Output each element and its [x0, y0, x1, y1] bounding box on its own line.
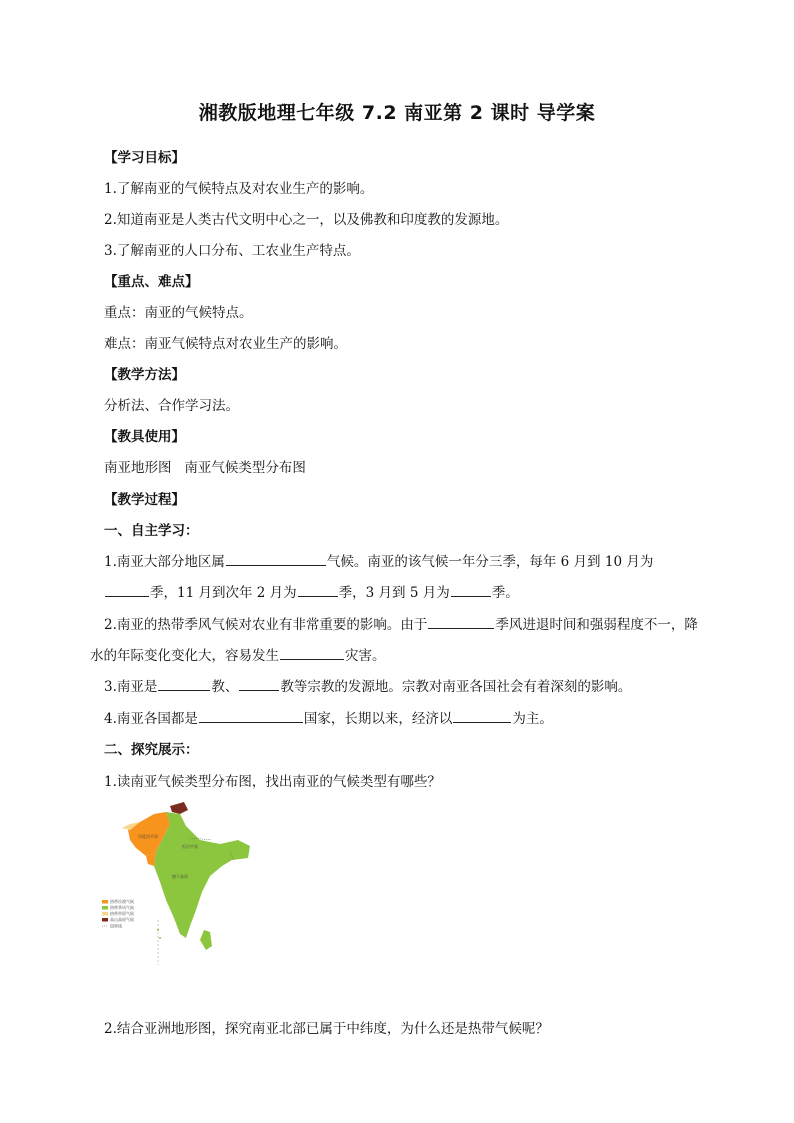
q3-text-c: 教等宗教的发源地。宗教对南亚各国社会有着深刻的影响。 — [280, 679, 632, 695]
map-label-indus-plain: 印度河平原 — [138, 834, 158, 839]
map-island-dot — [159, 937, 161, 939]
answer-blank[interactable] — [451, 582, 491, 597]
q3-text-a: 3.南亚是 — [104, 679, 158, 695]
answer-blank[interactable] — [239, 676, 279, 691]
q2-text-d: 灾害。 — [345, 648, 386, 664]
page-title: 湘教版地理七年级 7.2 南亚第 2 课时 导学案 — [198, 102, 596, 124]
legend-swatch-monsoon — [102, 906, 108, 910]
objectives-heading: 【学习目标】 — [104, 150, 185, 166]
map-label-deccan-plateau: 德干高原 — [172, 874, 188, 879]
q1-text-b: 气候。南亚的该气候一年分三季，每年 6 月到 10 月为 — [326, 554, 654, 570]
objective-1: 1.了解南亚的气候特点及对农业生产的影响。 — [104, 181, 374, 197]
legend-item-monsoon: 热带季风气候 — [110, 905, 134, 910]
tools-heading: 【教具使用】 — [104, 429, 185, 445]
key-point: 重点：南亚的气候特点。 — [104, 305, 253, 321]
map-svg — [100, 800, 270, 970]
question-1-line-1 — [104, 550, 653, 570]
q4-text-a: 4.南亚各国都是 — [104, 711, 198, 727]
method-text: 分析法、合作学习法。 — [104, 398, 239, 414]
part1-heading: 一、自主学习： — [104, 523, 199, 539]
objective-2: 2.知道南亚是人类古代文明中心之一，以及佛教和印度教的发源地。 — [104, 212, 509, 228]
question-2-line-1 — [104, 613, 698, 633]
answer-blank[interactable] — [280, 645, 344, 660]
tools-text: 南亚地形图 南亚气候类型分布图 — [104, 460, 306, 476]
answer-blank[interactable] — [298, 582, 338, 597]
question-2-line-2 — [90, 644, 386, 664]
legend-swatch-desert — [102, 900, 108, 904]
south-asia-climate-map — [100, 800, 270, 970]
legend-swatch-steppe — [102, 912, 108, 916]
legend-item-steppe: 热带草原气候 — [110, 911, 134, 916]
part2-heading: 二、探究展示： — [104, 742, 199, 758]
method-heading: 【教学方法】 — [104, 367, 185, 383]
legend-swatch-highland — [102, 918, 108, 922]
q1-text-d: 季，3 月到 5 月为 — [338, 585, 450, 601]
q4-text-c: 为主。 — [512, 711, 553, 727]
answer-blank[interactable] — [199, 708, 303, 723]
q2-text-c: 水的年际变化变化大，容易发生 — [90, 648, 279, 664]
question-3 — [104, 675, 631, 695]
legend-item-desert: 热带沙漠气候 — [110, 899, 134, 904]
answer-blank[interactable] — [453, 708, 511, 723]
answer-blank[interactable] — [158, 676, 210, 691]
answer-blank[interactable] — [226, 551, 326, 566]
objective-3: 3.了解南亚的人口分布、工农业生产特点。 — [104, 243, 360, 259]
answer-blank[interactable] — [105, 582, 149, 597]
q2-text-b: 季风进退时间和强弱程度不一，降 — [495, 617, 698, 633]
difficult-point: 难点：南亚气候特点对农业生产的影响。 — [104, 336, 347, 352]
q2-text-a: 2.南亚的热带季风气候对农业有非常重要的影响。由于 — [104, 617, 428, 633]
map-label-ganges-plain: 恒河平原 — [182, 844, 198, 849]
legend-item-highland: 高山高原气候 — [110, 917, 134, 922]
q1-text-c: 季，11 月到次年 2 月为 — [150, 585, 297, 601]
explore-question-1: 1.读南亚气候类型分布图，找出南亚的气候类型有哪些？ — [104, 774, 441, 790]
map-highland-region — [170, 802, 188, 814]
map-sri-lanka — [200, 930, 212, 950]
q4-text-b: 国家，长期以来，经济以 — [303, 711, 453, 727]
answer-blank[interactable] — [428, 614, 494, 629]
legend-item-border: 国界线 — [110, 923, 122, 929]
question-4 — [104, 707, 553, 727]
process-heading: 【教学过程】 — [104, 492, 185, 508]
explore-question-2: 2.结合亚洲地形图，探究南亚北部已属于中纬度，为什么还是热带气候呢？ — [104, 1021, 549, 1037]
map-monsoon-region — [154, 812, 250, 938]
q3-text-b: 教、 — [211, 679, 239, 695]
key-heading: 【重点、难点】 — [104, 274, 199, 290]
q1-text-a: 1.南亚大部分地区属 — [104, 554, 225, 570]
q1-text-e: 季。 — [491, 585, 519, 601]
question-1-line-2 — [104, 581, 519, 601]
